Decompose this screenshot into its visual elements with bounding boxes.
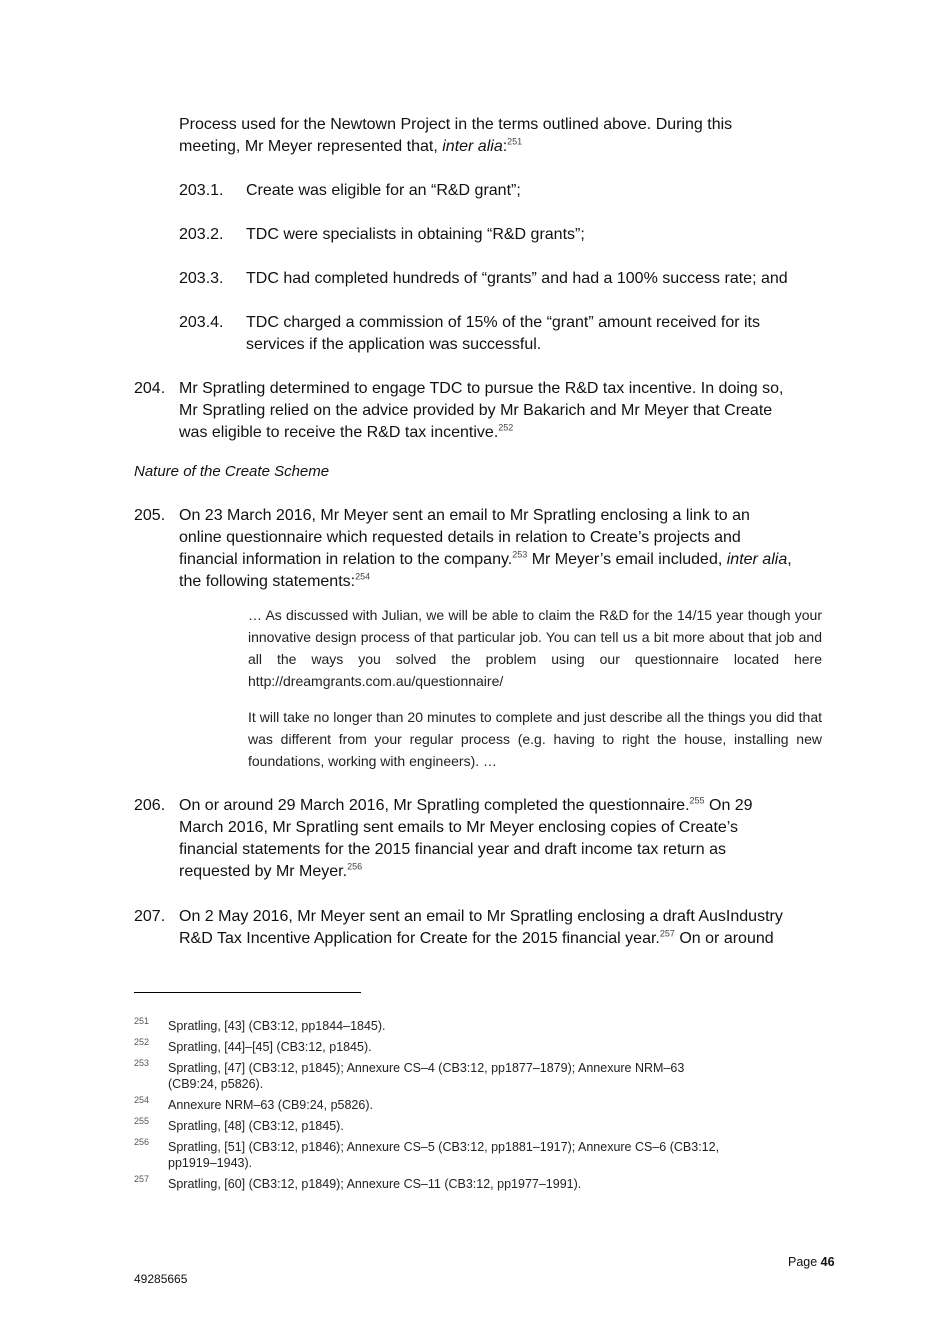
- footnote: [134, 1016, 834, 1037]
- footnote-text: Spratling, [44]–[45] (CB3:12, p1845).: [168, 1040, 372, 1054]
- intro-line-1: Process used for the Newtown Project in the terms outlined above. During this: [179, 116, 733, 133]
- footnote-text: Spratling, [43] (CB3:12, pp1844–1845).: [168, 1019, 386, 1033]
- footnote-ref: 252: [498, 422, 514, 433]
- sub-item-text: TDC were specialists in obtaining “R&D grants”;: [246, 226, 585, 243]
- footnotes: [134, 1016, 834, 1195]
- sub-item-number: 203.4.: [179, 314, 224, 331]
- section-heading: Nature of the Create Scheme: [134, 463, 330, 480]
- footnote-ref: 256: [347, 861, 363, 872]
- sub-item-number: 203.3.: [179, 270, 224, 287]
- footnote-text: Spratling, [47] (CB3:12, p1845); Annexure CS–4 (CB3:12, pp1877–1879); Annexure NRM–63 (CB9:24, p5826).: [168, 1061, 685, 1091]
- paragraph-207: On 2 May 2016, Mr Meyer sent an email to Mr Spratling enclosing a draft AusIndustry R&D Tax Incentive Application for Create for the 2015 financial year.$^{257}$ On or around: [179, 908, 783, 947]
- paragraph-206: On or around 29 March 2016, Mr Spratling completed the questionnaire.$^{255}$ On 29 March 2016, Mr Spratling sent emails to Mr Meyer enclosing copies of Create’s financial statements for the 2015 financial year and draft income tax return as requested by Mr Meyer.$^{256}$: [179, 795, 753, 880]
- footnote-number: 257: [134, 1174, 150, 1184]
- footnote-number: 255: [134, 1116, 150, 1126]
- footnote-number: 253: [134, 1058, 150, 1068]
- quote-paragraph: … As discussed with Julian, we will be able to claim the R&D for the 14/15 year though your innovative design process of that particular job. You can tell us a bit more about that job and all the ways you solved the problem using our questionnaire located here http://dreamgrants.com.au/questionnaire/: [248, 607, 822, 689]
- footnote-number: 252: [134, 1037, 150, 1047]
- footnote-text: Spratling, [60] (CB3:12, p1849); Annexure CS–11 (CB3:12, pp1977–1991).: [168, 1177, 582, 1191]
- footnote-ref: 257: [659, 928, 675, 939]
- document-id: 49285665: [134, 1272, 188, 1286]
- sub-item-number: 203.2.: [179, 226, 224, 243]
- footnote: [134, 1095, 834, 1116]
- intro-paragraph: [179, 114, 732, 158]
- paragraph-205: On 23 March 2016, Mr Meyer sent an email to Mr Spratling enclosing a link to an online questionnaire which requested details in relation to Create’s projects and financial information in relation to the company.$^{253}$ Mr Meyer’s email included, inter alia, the following statements:$^{254}$: [179, 507, 792, 590]
- footnote: [134, 1137, 834, 1174]
- paragraph-number: 205.: [134, 507, 166, 524]
- paragraph-number: 204.: [134, 380, 166, 397]
- sub-item-number: 203.1.: [179, 182, 224, 199]
- paragraph-number: 207.: [134, 908, 166, 925]
- quote-paragraph: It will take no longer than 20 minutes to complete and just describe all the things you did that was different from your regular process (e.g. having to right the house, installing new foundations, working with engineers). …: [248, 709, 822, 769]
- footnote-number: 251: [134, 1016, 150, 1026]
- footnote-ref: 253: [512, 549, 528, 560]
- footnote-text: Annexure NRM–63 (CB9:24, p5826).: [168, 1098, 373, 1112]
- footnote-number: 256: [134, 1137, 150, 1147]
- block-quote: [248, 604, 822, 772]
- sub-item-text: Create was eligible for an “R&D grant”;: [246, 182, 521, 199]
- paragraph-number: 206.: [134, 797, 166, 814]
- paragraph-204: Mr Spratling determined to engage TDC to pursue the R&D tax incentive. In doing so, Mr Spratling relied on the advice provided by Mr Bakarich and Mr Meyer that Create was eligible to receive the R&D tax incentive.$^{252}$: [179, 380, 784, 441]
- footnote: [134, 1058, 834, 1095]
- footnote-separator: [134, 992, 361, 993]
- footnote: [134, 1174, 834, 1195]
- intro-line-2: meeting, Mr Meyer represented that, inter alia:$^{251}$: [179, 136, 523, 155]
- footnote-ref: 251: [507, 136, 523, 147]
- footnote-text: Spratling, [51] (CB3:12, p1846); Annexure CS–5 (CB3:12, pp1881–1917); Annexure CS–6 (CB3:12, pp1919–1943).: [168, 1140, 720, 1170]
- footnote-text: Spratling, [48] (CB3:12, p1845).: [168, 1119, 344, 1133]
- page-number: Page 46: [788, 1255, 835, 1269]
- footnote-ref: 255: [689, 795, 705, 806]
- footnote: [134, 1037, 834, 1058]
- footnote: [134, 1116, 834, 1137]
- footnote-number: 254: [134, 1095, 150, 1105]
- footnote-ref: 254: [355, 571, 371, 582]
- sub-item-text: TDC had completed hundreds of “grants” and had a 100% success rate; and: [246, 270, 788, 287]
- sub-item-text: TDC charged a commission of 15% of the “grant” amount received for its services if the application was successful.: [246, 314, 760, 353]
